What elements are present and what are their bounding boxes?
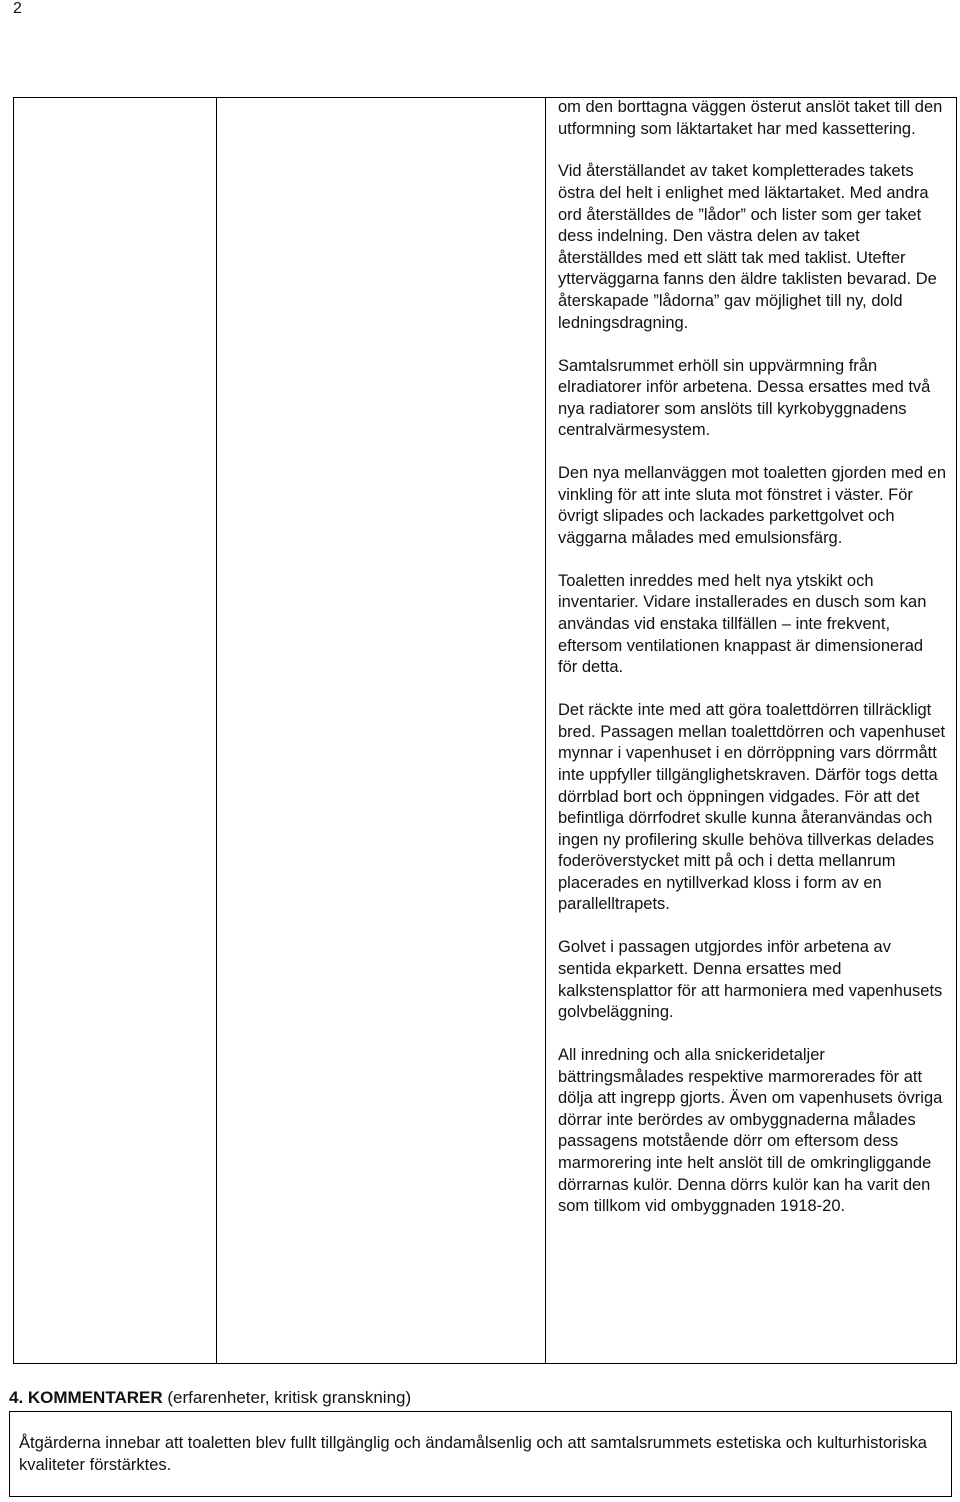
table-column-text (546, 98, 956, 1363)
paragraph: om den borttagna väggen österut anslöt taket till den utformning som läktartaket har med kassettering. (558, 98, 943, 138)
comment-text: Åtgärderna innebar att toaletten blev fullt tillgänglig och ändamålsenlig och att samtalsrummets estetiska och kulturhistoriska kvaliteter förstärktes. (19, 1434, 927, 1474)
section-heading-subtitle: (erfarenheter, kritisk granskning) (162, 1388, 412, 1407)
section-heading (9, 1387, 411, 1409)
paragraph: Vid återställandet av taket kompletterades takets östra del helt i enlighet med läktartaket. Med andra ord återställdes de ”lådor” och lister som ger taket dess indelning. Den västra delen av taket återställdes med ett slätt tak med taklist. Utefter ytterväggarna fanns den äldre taklisten bevarad. De återskapade ”lådorna” gav möjlighet till ny, dold ledningsdragning. (558, 162, 937, 332)
table-column-empty-2 (217, 98, 546, 1363)
table-column-empty-1 (14, 98, 217, 1363)
paragraph: Samtalsrummet erhöll sin uppvärmning från elradiatorer inför arbetena. Dessa ersattes med två nya radiatorer som anslöts till kyrkobyggnadens centralvärmesystem. (558, 356, 931, 440)
section-heading-title: 4. KOMMENTARER (9, 1388, 163, 1407)
content-table (13, 97, 957, 1364)
paragraph: Det räckte inte med att göra toalettdörren tillräckligt bred. Passagen mellan toalettdörren och vapenhuset mynnar i vapenhuset i en dörröppning vars dörrmått inte uppfyller tillgänglighetskraven. Därför togs detta dörrblad bort och öppningen vidgades. För att det befintliga dörrfodret skulle kunna återanvändas och ingen ny profilering skulle behöva tillverkas delades foderöverstycket mitt på och i detta mellanrum placerades en nytillverkad kloss i form av en parallelltrapets. (558, 701, 946, 914)
comment-box (9, 1411, 952, 1497)
page-number: 2 (13, 0, 22, 17)
paragraph: Golvet i passagen utgjordes inför arbetena av sentida ekparkett. Denna ersattes med kalkstensplattor för att harmoniera med vapenhusets golvbeläggning. (558, 938, 943, 1022)
paragraph: Toaletten inreddes med helt nya ytskikt och inventarier. Vidare installerades en dusch som kan användas vid enstaka tillfällen – inte frekvent, eftersom ventilationen knappast är dimensionerad för detta. (558, 571, 927, 677)
paragraph: All inredning och alla snickeridetaljer bättringsmålades respektive marmorerades för att dölja att ingrepp gjorts. Även om vapenhusets övriga dörrar inte berördes av ombyggnaderna målades passagens motstående dörr om eftersom dess marmorering inte helt anslöt till de omkringliggande dörrarnas kulör. Denna dörrs kulör kan ha varit den som tillkom vid ombyggnaden 1918-20. (558, 1046, 943, 1216)
paragraph: Den nya mellanväggen mot toaletten gjorden med en vinkling för att inte sluta mot fönstret i väster. För övrigt slipades och lackades parkettgolvet och väggarna målades med emulsionsfärg. (558, 464, 946, 547)
